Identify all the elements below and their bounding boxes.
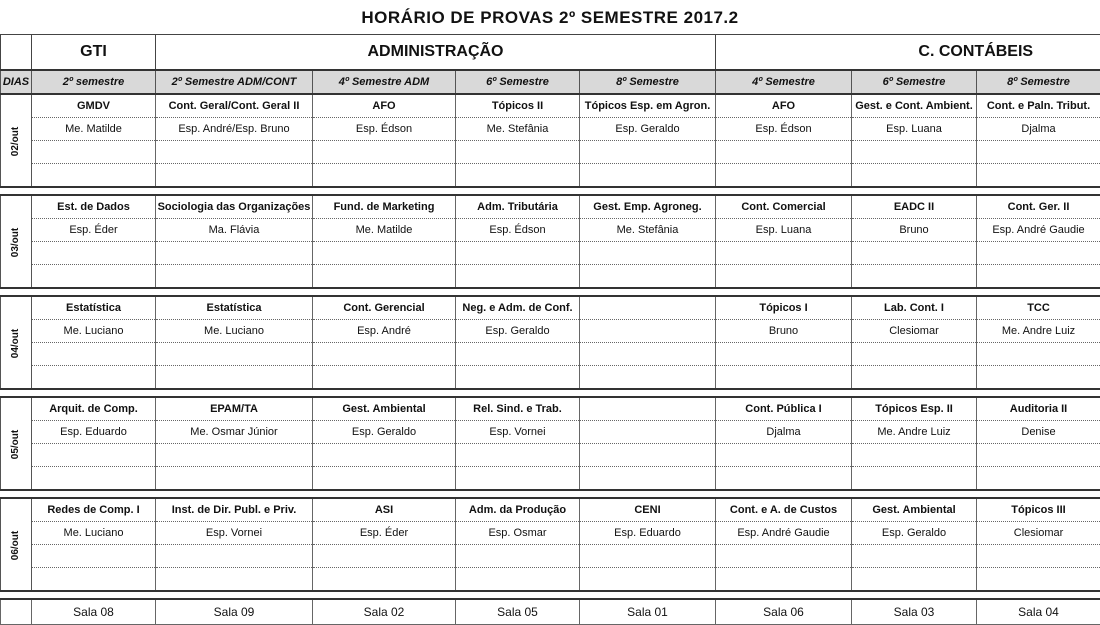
blank-cell [456,141,580,164]
corner-cell [1,35,32,71]
day-date: 02/out [10,126,21,155]
day-label-cell [1,296,32,389]
teacher-cell: Esp. Geraldo [580,118,716,141]
blank-cell [156,467,313,491]
table-row [1,397,1100,421]
room-cell: Sala 04 [977,599,1100,625]
teacher-cell: Bruno [852,219,977,242]
blank-cell [313,444,456,467]
dias-label: DIAS [1,70,32,94]
blank-cell [456,467,580,491]
semester-header: 6º Semestre [456,70,580,94]
blank-cell [156,568,313,592]
blank-cell [852,164,977,188]
subject-cell: Arquit. de Comp. [32,397,156,421]
blank-cell [313,265,456,289]
blank-cell [852,242,977,265]
teacher-cell: Djalma [977,118,1100,141]
day-separator [1,288,1100,296]
room-cell: Sala 08 [32,599,156,625]
table-row [1,366,1100,390]
blank-cell [456,343,580,366]
table-row [1,320,1100,343]
semester-header: 8º Semestre [580,70,716,94]
subject-cell: EADC II [852,195,977,219]
subject-cell: Tópicos Esp. II [852,397,977,421]
day-date: 05/out [10,429,21,458]
teacher-cell: Me. Andre Luiz [852,421,977,444]
subject-cell: Gest. Emp. Agroneg. [580,195,716,219]
teacher-cell: Esp. Édson [313,118,456,141]
day-date: 04/out [10,328,21,357]
table-row [1,467,1100,491]
table-row [1,118,1100,141]
day-label-cell [1,94,32,187]
blank-cell [716,265,852,289]
blank-cell [977,568,1100,592]
teacher-cell: Me. Luciano [32,522,156,545]
teacher-cell [580,320,716,343]
room-cell: Sala 02 [313,599,456,625]
subject-cell: ASI [313,498,456,522]
room-cell: Sala 01 [580,599,716,625]
teacher-cell: Esp. Geraldo [852,522,977,545]
table-row [1,545,1100,568]
blank-cell [313,242,456,265]
subject-cell: EPAM/TA [156,397,313,421]
subject-cell: GMDV [32,94,156,118]
blank-cell [156,444,313,467]
blank-cell [313,545,456,568]
teacher-cell: Me. Luciano [32,320,156,343]
blank-cell [977,265,1100,289]
blank-cell [580,343,716,366]
teacher-cell: Esp. Osmar [456,522,580,545]
table-row [1,242,1100,265]
group-header-gti: GTI [32,35,156,71]
room-cell: Sala 03 [852,599,977,625]
blank-cell [313,141,456,164]
blank-cell [580,467,716,491]
blank-cell [580,545,716,568]
blank-cell [852,265,977,289]
subject-cell: Estatística [32,296,156,320]
table-row [1,568,1100,592]
semester-header-row [1,70,1100,94]
blank-cell [977,343,1100,366]
blank-cell [456,164,580,188]
teacher-cell: Esp. Geraldo [456,320,580,343]
blank-cell [313,343,456,366]
exam-schedule-table [0,34,1100,625]
blank-cell [156,141,313,164]
semester-header: 4º Semestre ADM [313,70,456,94]
subject-cell: Sociologia das Organizações [156,195,313,219]
subject-cell: Cont. e Paln. Tribut. [977,94,1100,118]
subject-cell: Estatística [156,296,313,320]
group-header-administracao: ADMINISTRAÇÃO [156,35,716,71]
blank-cell [156,343,313,366]
blank-cell [156,366,313,390]
blank-cell [716,141,852,164]
teacher-cell: Me. Matilde [32,118,156,141]
rooms-corner [1,599,32,625]
teacher-cell: Esp. Geraldo [313,421,456,444]
subject-cell: AFO [313,94,456,118]
day-label-cell [1,397,32,490]
blank-cell [32,343,156,366]
rooms-row [1,599,1100,625]
subject-cell: TCC [977,296,1100,320]
group-header-spacer [716,35,852,71]
subject-cell: CENI [580,498,716,522]
blank-cell [156,545,313,568]
subject-cell [580,397,716,421]
blank-cell [852,568,977,592]
teacher-cell [580,421,716,444]
blank-cell [456,545,580,568]
teacher-cell: Me. Matilde [313,219,456,242]
blank-cell [456,265,580,289]
semester-header: 4º Semestre [716,70,852,94]
teacher-cell: Ma. Flávia [156,219,313,242]
blank-cell [852,343,977,366]
teacher-cell: Me. Luciano [156,320,313,343]
blank-cell [977,164,1100,188]
semester-header: 8º Semestre [977,70,1100,94]
subject-cell: Fund. de Marketing [313,195,456,219]
teacher-cell: Esp. Édson [456,219,580,242]
blank-cell [977,366,1100,390]
room-cell: Sala 09 [156,599,313,625]
teacher-cell: Djalma [716,421,852,444]
blank-cell [716,568,852,592]
blank-cell [716,467,852,491]
blank-cell [32,467,156,491]
rooms-separator [1,591,1100,599]
blank-cell [156,242,313,265]
subject-cell: Tópicos III [977,498,1100,522]
blank-cell [716,444,852,467]
blank-cell [156,164,313,188]
day-date: 06/out [10,530,21,559]
blank-cell [977,444,1100,467]
teacher-cell: Esp. André [313,320,456,343]
table-row [1,141,1100,164]
teacher-cell: Me. Andre Luiz [977,320,1100,343]
table-row [1,498,1100,522]
blank-cell [456,242,580,265]
blank-cell [456,366,580,390]
subject-cell: Rel. Sind. e Trab. [456,397,580,421]
blank-cell [32,444,156,467]
subject-cell: Adm. da Produção [456,498,580,522]
table-row [1,522,1100,545]
blank-cell [580,164,716,188]
page-title: HORÁRIO DE PROVAS 2º SEMESTRE 2017.2 [0,4,1100,32]
schedule-body [1,94,1100,625]
day-date: 03/out [10,227,21,256]
day-separator [1,490,1100,498]
table-row [1,195,1100,219]
teacher-cell: Esp. André Gaudie [716,522,852,545]
blank-cell [977,467,1100,491]
blank-cell [580,568,716,592]
subject-cell: Gest. e Cont. Ambient. [852,94,977,118]
blank-cell [32,242,156,265]
blank-cell [716,164,852,188]
blank-cell [580,242,716,265]
blank-cell [313,164,456,188]
subject-cell: Inst. de Dir. Publ. e Priv. [156,498,313,522]
teacher-cell: Esp. Éder [32,219,156,242]
subject-cell: Cont. Pública I [716,397,852,421]
teacher-cell: Me. Osmar Júnior [156,421,313,444]
table-row [1,94,1100,118]
blank-cell [580,265,716,289]
semester-header: 2º Semestre ADM/CONT [156,70,313,94]
day-separator [1,389,1100,397]
blank-cell [852,141,977,164]
subject-cell: Redes de Comp. I [32,498,156,522]
blank-cell [852,545,977,568]
subject-cell: Cont. e A. de Custos [716,498,852,522]
blank-cell [156,265,313,289]
semester-header: 2º semestre [32,70,156,94]
teacher-cell: Esp. Édson [716,118,852,141]
blank-cell [977,242,1100,265]
blank-cell [580,444,716,467]
subject-cell: Adm. Tributária [456,195,580,219]
subject-cell: Cont. Comercial [716,195,852,219]
table-row [1,164,1100,188]
subject-cell: Neg. e Adm. de Conf. [456,296,580,320]
blank-cell [32,265,156,289]
subject-cell: Auditoria II [977,397,1100,421]
teacher-cell: Esp. André Gaudie [977,219,1100,242]
group-header-row [1,35,1100,71]
room-cell: Sala 05 [456,599,580,625]
blank-cell [716,366,852,390]
teacher-cell: Me. Stefânia [456,118,580,141]
table-row [1,421,1100,444]
subject-cell: Tópicos Esp. em Agron. [580,94,716,118]
teacher-cell: Esp. Luana [716,219,852,242]
teacher-cell: Esp. Eduardo [32,421,156,444]
blank-cell [32,545,156,568]
table-row [1,444,1100,467]
blank-cell [852,366,977,390]
table-row [1,343,1100,366]
teacher-cell: Denise [977,421,1100,444]
teacher-cell: Clesiomar [852,320,977,343]
subject-cell: AFO [716,94,852,118]
table-row [1,219,1100,242]
room-cell: Sala 06 [716,599,852,625]
semester-header: 6º Semestre [852,70,977,94]
blank-cell [32,164,156,188]
subject-cell: Est. de Dados [32,195,156,219]
blank-cell [716,545,852,568]
teacher-cell: Esp. Éder [313,522,456,545]
subject-cell: Cont. Ger. II [977,195,1100,219]
blank-cell [977,141,1100,164]
subject-cell: Cont. Gerencial [313,296,456,320]
blank-cell [580,141,716,164]
subject-cell: Cont. Geral/Cont. Geral II [156,94,313,118]
blank-cell [580,366,716,390]
blank-cell [852,467,977,491]
table-row [1,296,1100,320]
day-label-cell [1,498,32,591]
blank-cell [32,568,156,592]
subject-cell: Tópicos I [716,296,852,320]
blank-cell [32,141,156,164]
teacher-cell: Bruno [716,320,852,343]
blank-cell [313,568,456,592]
teacher-cell: Clesiomar [977,522,1100,545]
subject-cell: Lab. Cont. I [852,296,977,320]
subject-cell: Gest. Ambiental [852,498,977,522]
teacher-cell: Esp. Eduardo [580,522,716,545]
teacher-cell: Esp. André/Esp. Bruno [156,118,313,141]
group-header-contabeis: C. CONTÁBEIS [852,35,1100,71]
day-separator [1,187,1100,195]
subject-cell: Gest. Ambiental [313,397,456,421]
blank-cell [456,568,580,592]
blank-cell [456,444,580,467]
blank-cell [977,545,1100,568]
blank-cell [313,366,456,390]
table-row [1,265,1100,289]
blank-cell [716,343,852,366]
subject-cell [580,296,716,320]
subject-cell: Tópicos II [456,94,580,118]
blank-cell [716,242,852,265]
day-label-cell [1,195,32,288]
blank-cell [313,467,456,491]
teacher-cell: Esp. Luana [852,118,977,141]
blank-cell [32,366,156,390]
blank-cell [852,444,977,467]
teacher-cell: Me. Stefânia [580,219,716,242]
teacher-cell: Esp. Vornei [456,421,580,444]
teacher-cell: Esp. Vornei [156,522,313,545]
